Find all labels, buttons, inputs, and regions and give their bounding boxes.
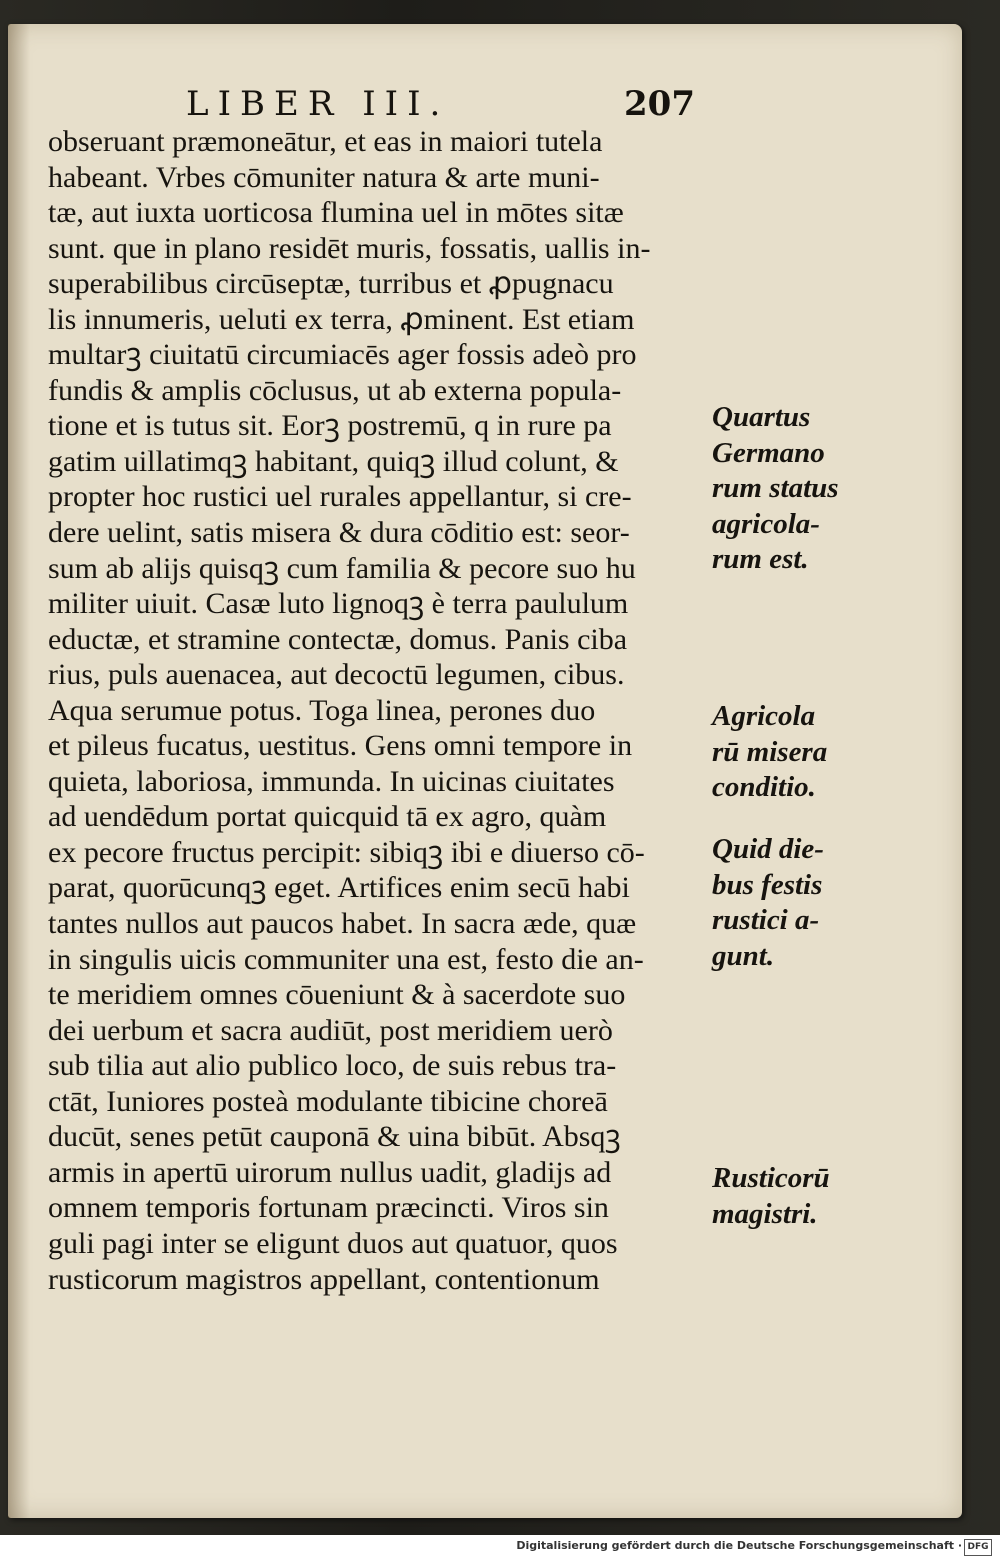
text-line: ducūt, senes petūt cauponā & uina bibūt. Absqꝫ [48,1120,621,1154]
text-line: militer uiuit. Casæ luto lignoqꝫ è terra paululum [48,587,629,621]
text-line: tantes nullos aut paucos habet. In sacra æde, quæ [48,907,637,941]
text-line: eductæ, et stramine contectæ, domus. Panis ciba [48,622,628,656]
text-line: obseruant præmoneātur, et eas in maiori tutela [48,125,603,158]
text-line: omnem temporis fortunam præcincti. Viros sin [48,1191,609,1225]
marginal-line: magistri. [712,1197,818,1230]
text-line: gatim uillatimqꝫ habitant, quiqꝫ illud colunt, & [48,444,619,478]
text-line: rius, puls auenacea, aut decoctū legumen, cibus. [48,658,625,692]
text-line: guli pagi inter se eligunt duos aut quatuor, quos [48,1226,618,1260]
text-line: multarꝫ ciuitatū circumiacēs ager fossis adeò pro [48,338,637,372]
marginal-note [712,699,827,806]
text-line: habeant. Vrbes cōmuniter natura & arte muni- [48,160,600,194]
running-head: LIBER III. [186,84,450,124]
marginal-line: rum status [712,472,839,505]
marginal-note [712,1161,830,1232]
marginal-line: rū misera [712,735,828,768]
marginal-line: bus festis [712,868,823,901]
marginal-line: Agricola [712,700,816,732]
marginal-line: agricola- [712,507,820,540]
text-line: lis innumeris, ueluti ex terra, ꝓminent. Est etiam [48,302,635,336]
text-line: rusticorum magistros appellant, contentionum [48,1262,600,1296]
text-line: in singulis uicis communiter una est, festo die an- [48,942,644,976]
text-line: tione et is tutus sit. Eorꝫ postremū, q in rure pa [48,409,612,443]
text-line: propter hoc rustici uel rurales appellantur, si cre- [48,480,632,514]
text-line: fundis & amplis cōclusus, ut ab externa popula- [48,373,622,407]
text-line: dei uerbum et sacra audiūt, post meridiem uerò [48,1013,613,1047]
footer-bar [0,1535,1000,1559]
marginal-note [712,832,824,974]
text-line: te meridiem omnes cōueniunt & à sacerdote suo [48,978,626,1012]
main-text-block [48,124,718,1297]
text-line: sum ab alijs quisqꝫ cum familia & pecore suo hu [48,551,636,585]
marginal-line: rustici a- [712,904,820,937]
marginal-line: Quartus [712,401,811,433]
text-line: dere uelint, satis misera & dura cōditio est: seor- [48,516,630,550]
text-line: ex pecore fructus percipit: sibiqꝫ ibi e diuerso cō- [48,835,645,869]
marginal-note [712,400,839,578]
text-line: tæ, aut iuxta uorticosa flumina uel in mōtes sitæ [48,196,624,230]
text-line: sunt. que in plano residēt muris, fossatis, uallis in- [48,231,651,265]
dfg-logo-icon: DFG [964,1539,992,1556]
text-line: ad uendēdum portat quicquid tā ex agro, quàm [48,800,607,834]
text-line: ctāt, Iuniores posteà modulante tibicine choreā [48,1084,608,1118]
text-line: Aqua serumue potus. Toga linea, perones duo [48,693,596,727]
funding-credit: Digitalisierung gefördert durch die Deutsche Forschungsgemeinschaft · [516,1539,962,1552]
text-line: superabilibus circūseptæ, turribus et ꝓpugnacu [48,267,614,301]
marginal-line: Quid die- [712,833,824,865]
marginal-line: Rusticorū [712,1162,830,1194]
marginal-line: rum est. [712,543,809,576]
text-line: quieta, laboriosa, immunda. In uicinas ciuitates [48,764,615,798]
text-line: parat, quorūcunqꝫ eget. Artifices enim secū habi [48,871,630,905]
text-line: et pileus fucatus, uestitus. Gens omni tempore in [48,729,633,763]
marginal-line: conditio. [712,771,816,804]
marginal-line: gunt. [712,939,775,972]
text-line: armis in apertū uirorum nullus uadit, gladijs ad [48,1155,612,1189]
page-number: 207 [624,84,695,124]
marginal-line: Germano [712,436,825,469]
text-line: sub tilia aut alio publico loco, de suis rebus tra- [48,1049,617,1083]
